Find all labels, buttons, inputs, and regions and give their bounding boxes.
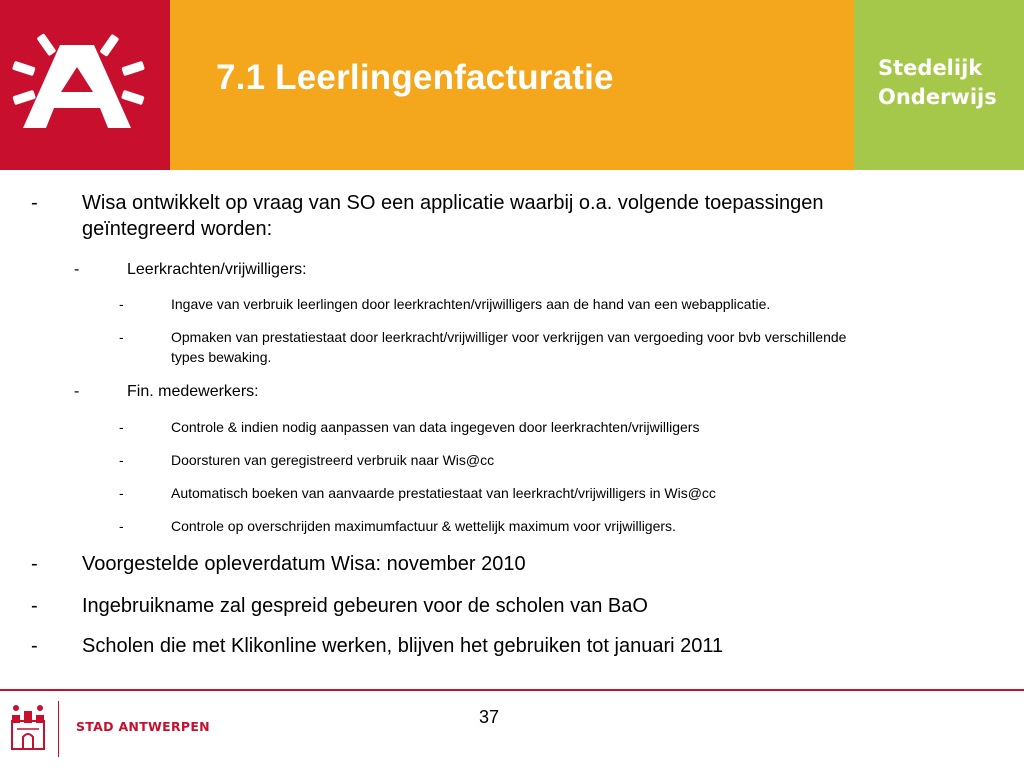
bullet-text-line2: geïntegreerd worden: [82,218,273,240]
footer-rule [0,689,1024,691]
slide-title: 7.1 Leerlingenfacturatie [216,58,614,97]
brand-line-2: Onderwijs [878,85,997,109]
bullet-text: Controle & indien nodig aanpassen van data ingegeven door leerkrachten/vrijwilligers [171,419,700,435]
bullet-dash: - [119,452,124,468]
bullet-dash: - [119,329,124,345]
bullet-text: Automatisch boeken van aanvaarde prestatiestaat van leerkracht/vrijwilligers in Wis@cc [171,485,716,501]
brand-line-1: Stedelijk [878,56,983,80]
bullet-text: Controle op overschrijden maximumfactuur & wettelijk maximum voor vrijwilligers. [171,518,676,534]
page-number: 37 [479,707,500,727]
bullet-dash: - [31,553,38,575]
bullet-text: Ingave van verbruik leerlingen door leerkrachten/vrijwilligers aan de hand van een webapplicatie. [171,296,771,312]
footer-separator [58,701,59,757]
bullet-text: Voorgestelde opleverdatum Wisa: november 2010 [82,553,526,575]
bullet-text: Scholen die met Klikonline werken, blijven het gebruiken tot januari 2011 [82,635,724,657]
bullet-text: Leerkrachten/vrijwilligers: [127,261,307,278]
bullet-dash: - [31,192,38,214]
bullet-dash: - [74,383,80,400]
bullet-text-line1: Wisa ontwikkelt op vraag van SO een applicatie waarbij o.a. volgende toepassingen [82,192,824,214]
bullet-text: Ingebruikname zal gespreid gebeuren voor de scholen van BaO [82,595,648,617]
bullet-dash: - [119,419,124,435]
bullet-dash: - [119,485,124,501]
bullet-dash: - [119,296,124,312]
footer-city-name: STAD ANTWERPEN [76,719,210,734]
antwerp-castle-icon [8,703,48,753]
bullet-text-line2: types bewaking. [171,349,272,365]
bullet-dash: - [31,635,38,657]
bullet-dash: - [119,518,124,534]
bullet-dash: - [31,595,38,617]
bullet-dash: - [74,261,80,278]
bullet-text-line1: Opmaken van prestatiestaat door leerkracht/vrijwilliger voor verkrijgen van vergoeding voor bvb verschillende [171,329,847,345]
bullet-text: Fin. medewerkers: [127,383,259,400]
bullet-text: Doorsturen van geregistreerd verbruik naar Wis@cc [171,452,495,468]
